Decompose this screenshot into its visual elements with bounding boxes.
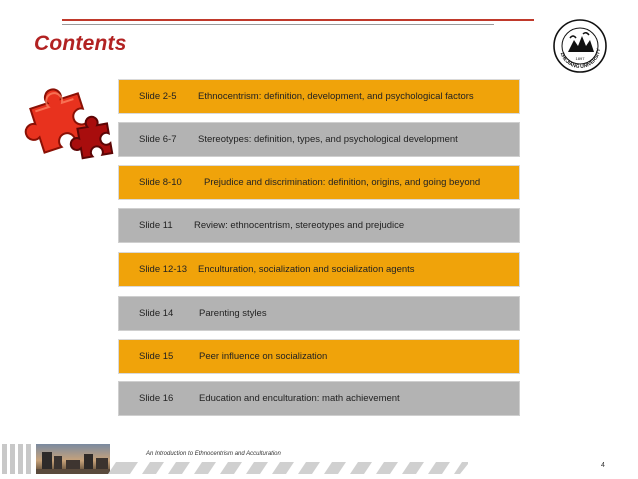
seal-text: ZHEJIANG UNIVERSITY	[558, 48, 603, 71]
contents-row	[118, 339, 520, 374]
header-rule-gray	[62, 24, 494, 25]
contents-row	[118, 252, 520, 287]
contents-row	[118, 165, 520, 200]
row-slide-label: Slide 15	[139, 351, 174, 362]
page-number: 4	[601, 462, 605, 469]
footer-stripes-left	[0, 444, 36, 474]
row-slide-label: Slide 8-10	[139, 177, 182, 188]
campus-photo	[36, 444, 110, 474]
contents-row	[118, 296, 520, 331]
header-rule-red	[62, 19, 534, 21]
footer-stripes-bottom	[108, 462, 468, 474]
row-slide-label: Slide 2-5	[139, 91, 177, 102]
seal-year: 1897	[575, 56, 585, 61]
contents-row	[118, 381, 520, 416]
page-title: Contents	[34, 32, 127, 55]
row-topic: Stereotypes: definition, types, and psychological development	[198, 134, 458, 145]
puzzle-pieces-icon	[24, 78, 120, 168]
row-topic: Enculturation, socialization and socialization agents	[198, 264, 415, 275]
row-topic: Peer influence on socialization	[199, 351, 328, 362]
row-slide-label: Slide 14	[139, 308, 174, 319]
row-slide-label: Slide 11	[139, 220, 173, 231]
contents-row	[118, 208, 520, 243]
row-slide-label: Slide 6-7	[139, 134, 177, 145]
contents-row	[118, 79, 520, 114]
row-slide-label: Slide 12-13	[139, 264, 188, 275]
row-topic: Education and enculturation: math achievement	[199, 393, 400, 404]
row-slide-label: Slide 16	[139, 393, 174, 404]
row-topic: Ethnocentrism: definition, development, and psychological factors	[198, 91, 474, 102]
row-topic: Review: ethnocentrism, stereotypes and prejudice	[194, 220, 405, 231]
footer-course-title: An Introduction to Ethnocentrism and Acculturation	[146, 451, 281, 457]
university-seal-icon	[552, 18, 608, 74]
contents-row	[118, 122, 520, 157]
row-topic: Parenting styles	[199, 308, 267, 319]
row-topic: Prejudice and discrimination: definition, origins, and going beyond	[204, 177, 481, 188]
